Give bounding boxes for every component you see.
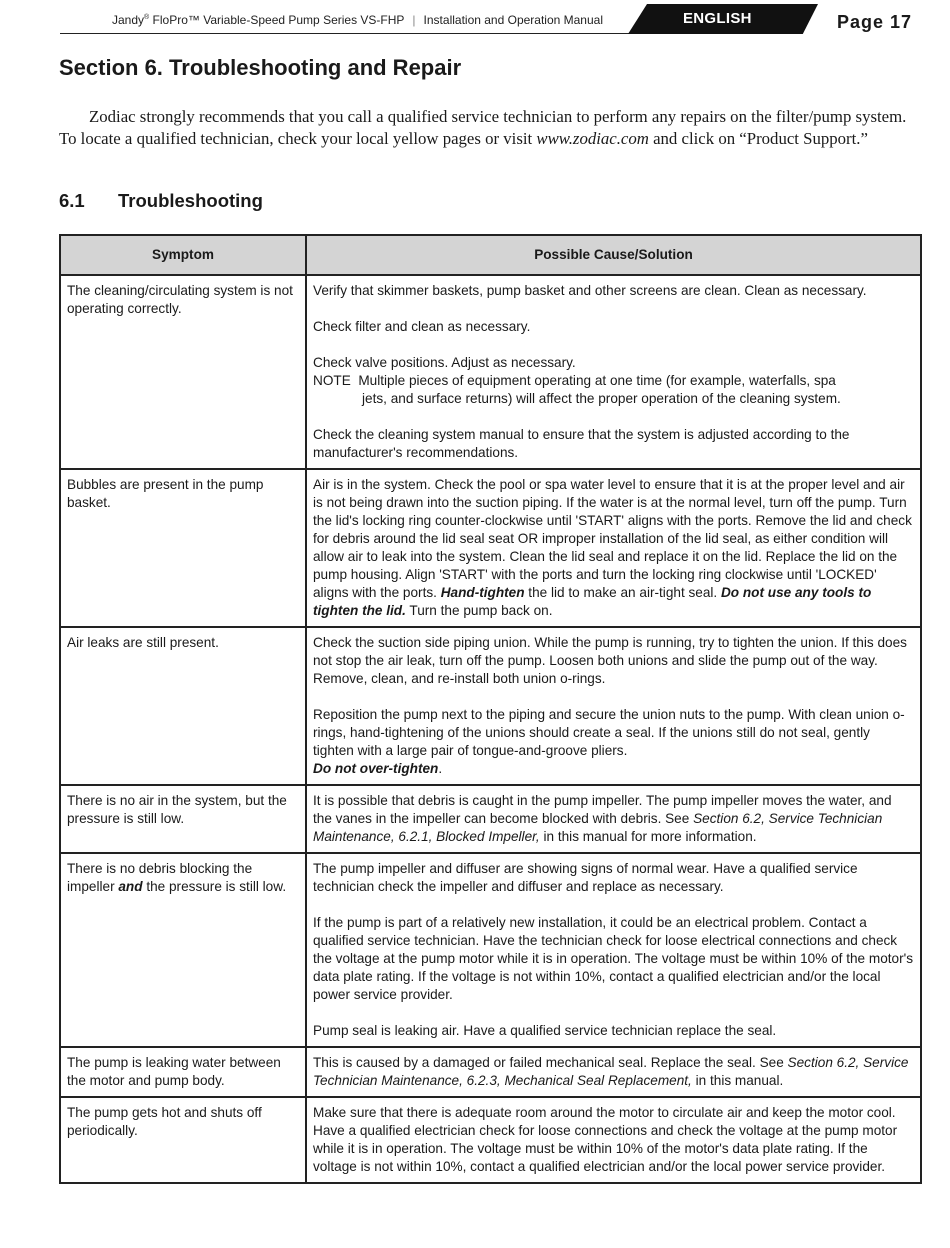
solution-paragraph — [313, 792, 914, 846]
note-text: jets, and surface returns) will affect the proper operation of the cleaning system. — [362, 391, 841, 406]
table-row — [60, 1047, 921, 1097]
product-name: FloPro™ Variable-Speed Pump Series VS-FHP — [149, 13, 405, 27]
header-rule — [60, 33, 642, 34]
intro-text-1: Zodiac strongly recommends that you call a qualified service technician to perform any repairs on the filter/pump system. To locate a qualified technician, check your local yellow pages or visit — [59, 107, 907, 148]
solution-paragraph: Make sure that there is adequate room around the motor to circulate air and keep the motor cool. Have a qualified electrician check for loose connections and check the voltage at the pump motor while it is in operation. The voltage must be within 10% of the motor's data plate rating. If the voltage is not within 10%, contact a qualified electrician and/or the local power service provider. — [313, 1105, 898, 1174]
solution-cell — [306, 469, 921, 627]
solution-text: in this manual. — [691, 1073, 784, 1088]
solution-header: Possible Cause/Solution — [306, 235, 921, 275]
table-header-row — [60, 235, 921, 275]
solution-text: . — [438, 761, 443, 776]
solution-paragraph: Check filter and clean as necessary. — [313, 319, 531, 334]
table-row — [60, 275, 921, 469]
solution-text: Air is in the system. Check the pool or spa water level to ensure that it is at the proper level and air is not being drawn into the suction piping. If the water is at the normal level, turn off the pump. Turn the lid's locking ring counter-clockwise until 'START' aligns with the ports. Remove the lid and check for debris around the lid seal seat OR improper installation of the lid seal, as either condition will allow air to leak into the system. Clean the lid seal and replace it on the lid. Replace the lid on the pump housing. Align 'START' with the ports and turn the locking ring clockwise until 'LOCKED' aligns with the ports. — [313, 477, 912, 600]
page-number: Page 17 — [837, 12, 913, 32]
brand-name: Jandy — [112, 13, 145, 27]
language-label: ENGLISH — [683, 10, 752, 27]
symptom-cell: The pump is leaking water between the motor and pump body. — [60, 1047, 306, 1097]
solution-paragraph: Check valve positions. Adjust as necessary. — [313, 355, 576, 370]
symptom-text: There is no debris blocking the impeller — [67, 861, 253, 894]
solution-paragraph: Check the cleaning system manual to ensure that the system is adjusted according to the manufacturer's recommendations. — [313, 427, 850, 460]
intro-text-2: and click on “Product Support.” — [648, 129, 868, 148]
solution-cell — [306, 627, 921, 785]
solution-paragraph: If the pump is part of a relatively new installation, it could be an electrical problem. Contact a qualified service technician. Have the technician check for loose electrical connections and check the voltage at the pump motor while it is in operation. The voltage must be within 10% of the motor's data plate rating. If the voltage is not within 10%, contact a qualified electrician and/or the local power service provider. — [313, 915, 914, 1002]
solution-cell — [306, 853, 921, 1047]
solution-text: Turn the pump back on. — [405, 603, 553, 618]
section-reference: Section 6.2, Service Technician Maintenance, 6.2.1, Blocked Impeller, — [313, 811, 883, 844]
table-row — [60, 853, 921, 1047]
subsection-title: Troubleshooting — [118, 190, 263, 211]
solution-cell — [306, 275, 921, 469]
table-row — [60, 627, 921, 785]
section-reference: Section 6.2, Service Technician Maintenance, 6.2.3, Mechanical Seal Replacement, — [313, 1055, 909, 1088]
symptom-cell: There is no air in the system, but the pressure is still low. — [60, 785, 306, 853]
zodiac-website-link[interactable]: www.zodiac.com — [536, 129, 649, 148]
solution-paragraph — [313, 1054, 914, 1090]
emphasis-text: and — [118, 879, 143, 894]
table-row — [60, 469, 921, 627]
manual-title: Installation and Operation Manual — [423, 13, 603, 27]
solution-paragraph: Pump seal is leaking air. Have a qualified service technician replace the seal. — [313, 1023, 777, 1038]
solution-text: the lid to make an air-tight seal. — [524, 585, 721, 600]
solution-paragraph: Check the suction side piping union. While the pump is running, try to tighten the union. If this does not stop the air leak, turn off the pump. Loosen both unions and slide the pump out of the way. Remove, clean, and re-install both union o-rings. — [313, 635, 907, 686]
note-text: Multiple pieces of equipment operating at one time (for example, waterfalls, spa — [358, 373, 836, 388]
table-row — [60, 1097, 921, 1183]
solution-paragraph — [313, 760, 914, 778]
solution-text: It is possible that debris is caught in the pump impeller. The pump impeller moves the water, and the vanes in the impeller can become blocked with debris. See — [313, 793, 892, 826]
symptom-cell: Air leaks are still present. — [60, 627, 306, 785]
subsection-heading — [59, 190, 263, 212]
symptom-cell: Bubbles are present in the pump basket. — [60, 469, 306, 627]
solution-paragraph — [313, 476, 914, 620]
symptom-cell: The cleaning/circulating system is not operating correctly. — [60, 275, 306, 469]
header-separator: | — [412, 13, 416, 27]
subsection-number: 6.1 — [59, 190, 85, 211]
registered-mark: ® — [144, 14, 150, 21]
troubleshooting-table — [59, 234, 922, 1184]
running-header — [112, 13, 603, 27]
intro-paragraph — [59, 106, 922, 150]
solution-text: in this manual for more information. — [539, 829, 757, 844]
table-row — [60, 785, 921, 853]
solution-cell — [306, 1047, 921, 1097]
symptom-cell: The pump gets hot and shuts off periodically. — [60, 1097, 306, 1183]
note-label: NOTE — [313, 373, 351, 388]
solution-paragraph: The pump impeller and diffuser are showing signs of normal wear. Have a qualified service technician check the impeller and diffuser and replace as necessary. — [313, 861, 858, 894]
page-header — [0, 0, 950, 36]
warning-text: Do not over-tighten — [313, 761, 439, 776]
symptom-text: the pressure is still low. — [142, 879, 287, 894]
note-block — [313, 372, 914, 408]
emphasis-text: Hand-tighten — [440, 585, 525, 600]
solution-paragraph: Verify that skimmer baskets, pump basket and other screens are clean. Clean as necessary. — [313, 283, 867, 298]
solution-paragraph: Reposition the pump next to the piping and secure the union nuts to the pump. With clean union o-rings, hand-tightening of the unions should create a seal. If the unions still do not seal, gently tighten with a large pair of tongue-and-groove pliers. — [313, 707, 905, 758]
section-title: Section 6. Troubleshooting and Repair — [59, 55, 462, 80]
solution-cell — [306, 785, 921, 853]
symptom-header: Symptom — [60, 235, 306, 275]
symptom-cell — [60, 853, 306, 1047]
solution-cell — [306, 1097, 921, 1183]
solution-text: This is caused by a damaged or failed mechanical seal. Replace the seal. See — [313, 1055, 788, 1070]
warning-text: Do not use any tools to tighten the lid. — [313, 585, 872, 618]
